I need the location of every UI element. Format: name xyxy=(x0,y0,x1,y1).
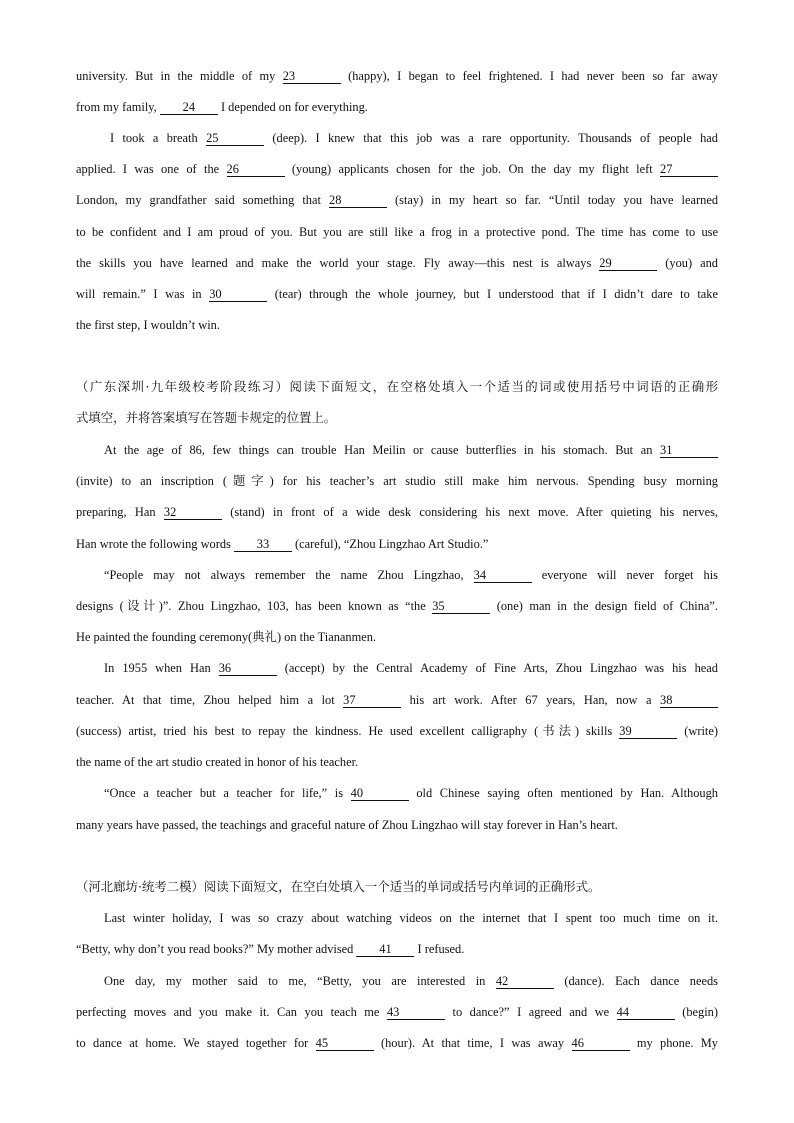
passage-text: (young) applicants chosen for the job. On the day my flight left xyxy=(284,162,661,176)
passage-text: (write) xyxy=(677,724,718,738)
answer-blank[interactable]: 29 xyxy=(599,256,657,271)
passage-text: his art work. After 67 years, Han, now a xyxy=(401,693,660,707)
passage-text: He painted the founding ceremony(典礼) on the Tiananmen. xyxy=(76,630,377,644)
passage-line xyxy=(76,723,718,739)
answer-blank[interactable]: 27 xyxy=(660,162,718,177)
passage-text: perfecting moves and you make it. Can you teach me xyxy=(76,1005,387,1019)
passage-text: (you) and xyxy=(657,256,718,270)
passage-text: the skills you have learned and make the world your stage. Fly away—this nest is always xyxy=(76,256,600,270)
passage-text: designs (设计)”. Zhou Lingzhao, 103, has been known as “the xyxy=(76,599,433,613)
answer-blank[interactable]: 32 xyxy=(164,505,222,520)
passage-line xyxy=(104,973,718,989)
passage-line xyxy=(76,317,718,333)
passage-text: to dance at home. We stayed together for xyxy=(76,1036,316,1050)
passage-line xyxy=(76,598,718,614)
passage-text: I depended on for everything. xyxy=(217,100,368,114)
passage-text: (hour). At that time, I was away xyxy=(373,1036,572,1050)
passage-line xyxy=(76,255,718,271)
passage-line xyxy=(110,130,718,146)
passage-text: In 1955 when Han xyxy=(104,661,219,675)
passage-line xyxy=(104,910,718,926)
answer-blank[interactable]: 37 xyxy=(343,693,401,708)
passage-line xyxy=(76,99,718,115)
passage-text: to be confident and I am proud of you. But you are still like a frog in a protective pond. The time has come to use xyxy=(76,225,718,239)
passage-text: (accept) by the Central Academy of Fine Arts, Zhou Lingzhao was his head xyxy=(276,661,718,675)
passage-line xyxy=(104,785,718,801)
passage-text: (deep). I knew that this job was a rare opportunity. Thousands of people had xyxy=(264,131,718,145)
passage-line xyxy=(76,1004,718,1020)
answer-blank[interactable]: 41 xyxy=(356,942,414,957)
passage-line xyxy=(76,224,718,240)
passage-text: my phone. My xyxy=(629,1036,718,1050)
passage-text: “People may not always remember the name Zhou Lingzhao, xyxy=(104,568,474,582)
section-heading: （广东深圳·九年级校考阶段练习）阅读下面短文，在空格处填入一个适当的词或使用括号中词语的正确形 xyxy=(76,379,718,394)
answer-blank[interactable]: 43 xyxy=(387,1005,445,1020)
passage-text: (begin) xyxy=(674,1005,718,1019)
answer-blank[interactable]: 33 xyxy=(234,537,292,552)
passage-text: (invite) to an inscription (题字) for his teacher’s art studio still make him nervous. Spending busy morning xyxy=(76,474,718,488)
section-heading-continued: 式填空，并将答案填写在答题卡规定的位置上。 xyxy=(76,410,337,425)
answer-blank[interactable]: 45 xyxy=(316,1036,374,1051)
answer-blank[interactable]: 35 xyxy=(432,599,490,614)
passage-line xyxy=(76,473,718,489)
passage-text: the first step, I wouldn’t win. xyxy=(76,318,220,332)
passage-line xyxy=(76,68,718,84)
passage-text: I refused. xyxy=(414,942,465,956)
passage-text: (success) artist, tried his best to repay the kindness. He used excellent calligraphy (书法) skills xyxy=(76,724,620,738)
answer-blank[interactable]: 36 xyxy=(219,661,277,676)
answer-blank[interactable]: 25 xyxy=(206,131,264,146)
passage-line xyxy=(104,567,718,583)
answer-blank[interactable]: 24 xyxy=(160,100,218,115)
passage-line xyxy=(76,692,718,708)
passage-text: “Betty, why don’t you read books?” My mother advised xyxy=(76,942,357,956)
passage-line xyxy=(76,1035,718,1051)
passage-text: (happy), I began to feel frightened. I had never been so far away xyxy=(340,69,719,83)
passage-line xyxy=(76,504,718,520)
passage-text: One day, my mother said to me, “Betty, you are interested in xyxy=(104,974,496,988)
answer-blank[interactable]: 28 xyxy=(329,193,387,208)
answer-blank[interactable]: 46 xyxy=(572,1036,630,1051)
passage-text: (dance). Each dance needs xyxy=(553,974,718,988)
passage-line xyxy=(76,754,718,770)
passage-line xyxy=(76,941,718,957)
passage-text: many years have passed, the teachings and graceful nature of Zhou Lingzhao will stay forever in Han’s heart. xyxy=(76,818,618,832)
passage-text: (one) man in the design field of China”. xyxy=(490,599,718,613)
answer-blank[interactable]: 23 xyxy=(283,69,341,84)
passage-text: old Chinese saying often mentioned by Han. Although xyxy=(408,786,718,800)
passage-text: London, my grandfather said something that xyxy=(76,193,329,207)
passage-text: (tear) through the whole journey, but I understood that if I didn’t dare to take xyxy=(267,287,719,301)
passage-text: (careful), “Zhou Lingzhao Art Studio.” xyxy=(291,537,489,551)
answer-blank[interactable]: 34 xyxy=(474,568,532,583)
passage-text: will remain.” I was in xyxy=(76,287,210,301)
answer-blank[interactable]: 31 xyxy=(660,443,718,458)
answer-blank[interactable]: 44 xyxy=(617,1005,675,1020)
passage-line xyxy=(104,442,718,458)
passage-line xyxy=(76,536,718,552)
answer-blank[interactable]: 26 xyxy=(227,162,285,177)
passage-text: “Once a teacher but a teacher for life,” is xyxy=(104,786,351,800)
passage-line xyxy=(76,192,718,208)
passage-text: (stay) in my heart so far. “Until today you have learned xyxy=(387,193,719,207)
passage-text: applied. I was one of the xyxy=(76,162,227,176)
passage-text: university. But in the middle of my xyxy=(76,69,283,83)
passage-line xyxy=(76,286,718,302)
passage-text: At the age of 86, few things can trouble Han Meilin or cause butterflies in his stomach. But an xyxy=(104,443,660,457)
passage-text: (stand) in front of a wide desk considering his next move. After quieting his nerves, xyxy=(221,505,718,519)
section-heading: （河北廊坊·统考二模）阅读下面短文，在空白处填入一个适当的单词或括号内单词的正确形式。 xyxy=(76,879,601,894)
passage-line xyxy=(76,629,718,645)
passage-line xyxy=(76,817,718,833)
passage-line xyxy=(104,660,718,676)
answer-blank[interactable]: 38 xyxy=(660,693,718,708)
passage-text: teacher. At that time, Zhou helped him a lot xyxy=(76,693,344,707)
passage-text: preparing, Han xyxy=(76,505,164,519)
passage-text: everyone will never forget his xyxy=(531,568,718,582)
passage-text: the name of the art studio created in honor of his teacher. xyxy=(76,755,359,769)
passage-text: I took a breath xyxy=(110,131,207,145)
passage-text: Last winter holiday, I was so crazy about watching videos on the internet that I spent too much time on it. xyxy=(104,911,718,925)
passage-text: to dance?” I agreed and we xyxy=(444,1005,617,1019)
passage-line xyxy=(76,161,718,177)
answer-blank[interactable]: 30 xyxy=(209,287,267,302)
answer-blank[interactable]: 40 xyxy=(351,786,409,801)
passage-text: Han wrote the following words xyxy=(76,537,234,551)
answer-blank[interactable]: 42 xyxy=(496,974,554,989)
answer-blank[interactable]: 39 xyxy=(619,724,677,739)
passage-text: from my family, xyxy=(76,100,160,114)
